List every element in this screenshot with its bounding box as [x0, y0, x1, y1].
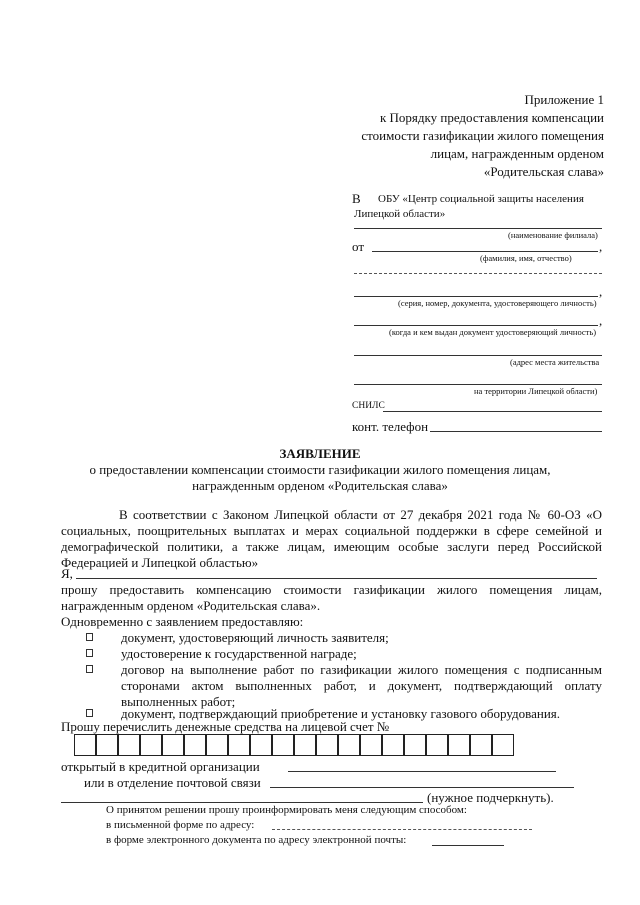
issued-line[interactable]	[354, 325, 598, 326]
attached-heading: Одновременно с заявлением предоставляю:	[61, 614, 304, 629]
account-digit-box[interactable]	[140, 734, 162, 756]
post-label: или в отделение почтовой связи	[84, 775, 261, 790]
account-digit-box[interactable]	[492, 734, 514, 756]
bank-label: открытый в кредитной организации	[61, 759, 260, 774]
account-digit-box[interactable]	[338, 734, 360, 756]
applicant-name-line[interactable]	[76, 578, 576, 579]
notify-post-line[interactable]	[272, 829, 532, 830]
doc-4: документ, подтверждающий приобретение и установку газового оборудования.	[121, 706, 561, 721]
appendix-line-4: лицам, награжденным орденом	[430, 146, 604, 161]
checkbox-doc-2[interactable]	[86, 649, 93, 657]
appendix-line-3: стоимости газификации жилого помещения	[361, 128, 604, 143]
addressee-org-line-1: ОБУ «Центр социальной защиты населения	[378, 193, 584, 205]
account-digit-box[interactable]	[426, 734, 448, 756]
residence-caption: (адрес места жительства	[510, 357, 600, 367]
doc-3: договор на выполнение работ по газификации жилого помещения с подписанным сторонами актом выполненных работ, и документ, подтверждающий оплату выполненных работ;	[121, 662, 602, 709]
fio-line[interactable]	[372, 251, 598, 252]
request-paragraph: прошу предоставить компенсацию стоимости газификации жилого помещения лицам, награжденным орденом «Родительская слава».	[61, 582, 602, 613]
region-line[interactable]	[354, 384, 602, 385]
fio-caption: (фамилия, имя, отчество)	[480, 253, 572, 263]
account-digit-box[interactable]	[294, 734, 316, 756]
account-digit-box[interactable]	[162, 734, 184, 756]
checkbox-doc-4[interactable]	[86, 709, 93, 717]
checkbox-doc-3[interactable]	[86, 665, 93, 673]
phone-line[interactable]	[430, 431, 602, 432]
appendix-line-2: к Порядку предоставления компенсации	[379, 110, 604, 125]
statement-title: ЗАЯВЛЕНИЕ	[279, 446, 361, 461]
notify-label: О принятом решении прошу проинформировать меня следующим способом:	[106, 804, 467, 816]
account-digit-box[interactable]	[404, 734, 426, 756]
passport-caption: (серия, номер, документа, удостоверяющего личность)	[398, 298, 597, 308]
account-digit-box[interactable]	[316, 734, 338, 756]
appendix-number: Приложение 1	[524, 92, 604, 107]
from-label: от	[352, 239, 365, 254]
statement-subtitle-1: о предоставлении компенсации стоимости газификации жилого помещения лицам,	[89, 462, 551, 477]
checkbox-doc-1[interactable]	[86, 633, 93, 641]
notify-email-line[interactable]	[432, 845, 504, 846]
account-digit-box[interactable]	[470, 734, 492, 756]
region-caption: на территории Липецкой области)	[474, 386, 598, 396]
i-label: Я,	[61, 566, 73, 581]
branch-caption: (наименование филиала)	[508, 230, 598, 240]
extra-line[interactable]	[61, 802, 423, 803]
notify-email-label: в форме электронного документа по адресу электронной почты:	[106, 834, 407, 846]
underline-note: (нужное подчеркнуть).	[427, 790, 554, 805]
notify-post-label: в письменной форме по адресу:	[106, 819, 255, 831]
snils-label: СНИЛС	[352, 401, 385, 411]
fio-extra-line[interactable]	[354, 273, 602, 274]
account-digit-box[interactable]	[448, 734, 470, 756]
account-digit-box[interactable]	[206, 734, 228, 756]
account-digit-box[interactable]	[184, 734, 206, 756]
account-digit-box[interactable]	[228, 734, 250, 756]
account-digit-box[interactable]	[382, 734, 404, 756]
addressee-org-line-2: Липецкой области»	[354, 208, 446, 220]
issued-caption: (когда и кем выдан документ удостоверяющий личность)	[389, 327, 597, 337]
doc-2: удостоверение к государственной награде;	[121, 646, 357, 661]
issued-comma: ,	[599, 313, 603, 328]
passport-line[interactable]	[354, 296, 598, 297]
doc-1: документ, удостоверяющий личность заявителя;	[121, 630, 389, 645]
bank-line[interactable]	[288, 771, 556, 772]
snils-line[interactable]	[383, 411, 602, 412]
branch-line[interactable]	[354, 228, 602, 229]
passport-comma: ,	[599, 284, 603, 299]
account-digit-box[interactable]	[250, 734, 272, 756]
account-digit-box[interactable]	[96, 734, 118, 756]
account-digit-box[interactable]	[118, 734, 140, 756]
appendix-line-5: «Родительская слава»	[483, 164, 604, 179]
applicant-extra-line[interactable]	[551, 578, 597, 579]
account-digit-box[interactable]	[74, 734, 96, 756]
statement-subtitle-2: награжденным орденом «Родительская слава»	[192, 478, 448, 493]
addressee-prefix: В	[352, 191, 361, 206]
intro-paragraph: В соответствии с Законом Липецкой области от 27 декабря 2021 года № 60-ОЗ «О социальных, поощрительных выплатах и мерах социальной поддержки в сфере семейной и демографической политики, а также лицам, имеющим особые заслуги перед Российской Федерацией и Липецкой областью»	[61, 507, 602, 570]
account-digit-box[interactable]	[272, 734, 294, 756]
phone-label: конт. телефон	[352, 419, 429, 434]
post-line[interactable]	[270, 787, 574, 788]
fio-comma: ,	[599, 239, 603, 254]
residence-line[interactable]	[354, 355, 602, 356]
transfer-label: Прошу перечислить денежные средства на лицевой счет №	[61, 719, 390, 734]
account-digit-box[interactable]	[360, 734, 382, 756]
